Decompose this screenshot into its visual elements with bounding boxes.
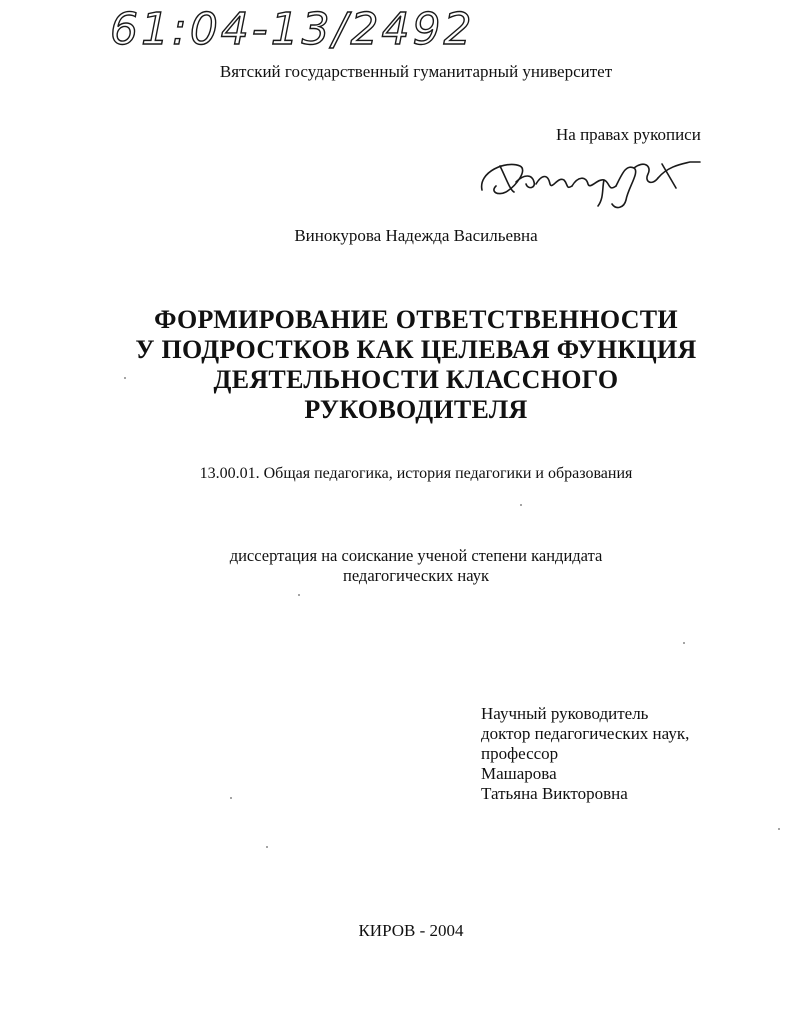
university-name: Вятский государственный гуманитарный университет xyxy=(219,62,613,81)
title-line-4: РУКОВОДИТЕЛЯ xyxy=(304,395,528,424)
title-line-2: У ПОДРОСТКОВ КАК ЦЕЛЕВАЯ ФУНКЦИЯ xyxy=(135,335,697,364)
degree-statement xyxy=(0,546,791,586)
scientific-advisor xyxy=(481,704,689,804)
scan-speck xyxy=(266,846,268,848)
degree-line-1: диссертация на соискание ученой степени кандидата xyxy=(229,546,603,565)
handwritten-number-text: 61:04-13/2492 xyxy=(110,4,475,54)
dissertation-title xyxy=(100,305,732,425)
advisor-line-2: доктор педагогических наук, xyxy=(481,724,690,743)
title-line-1: ФОРМИРОВАНИЕ ОТВЕТСТВЕННОСТИ xyxy=(154,305,678,334)
scan-speck xyxy=(683,642,685,644)
author-signature xyxy=(476,152,706,214)
advisor-line-4: Машарова xyxy=(481,764,557,783)
author-name: Винокурова Надежда Васильевна xyxy=(294,226,538,245)
scan-speck xyxy=(124,377,126,379)
degree-line-2: педагогических наук xyxy=(342,566,490,585)
handwritten-catalog-number xyxy=(108,2,528,54)
advisor-line-3: профессор xyxy=(481,744,559,763)
advisor-line-5: Татьяна Викторовна xyxy=(481,784,628,803)
city-year: КИРОВ - 2004 xyxy=(358,921,464,940)
scan-speck xyxy=(298,594,300,596)
specialty-code: 13.00.01. Общая педагогика, история педагогики и образования xyxy=(199,465,633,482)
handwritten-number-svg xyxy=(108,2,528,54)
advisor-line-1: Научный руководитель xyxy=(481,704,649,723)
rights-note: На правах рукописи xyxy=(556,125,701,144)
scan-speck xyxy=(778,828,780,830)
signature-drawing xyxy=(476,152,706,214)
title-line-3: ДЕЯТЕЛЬНОСТИ КЛАССНОГО xyxy=(213,365,619,394)
scan-speck xyxy=(230,797,232,799)
scan-speck xyxy=(520,504,522,506)
